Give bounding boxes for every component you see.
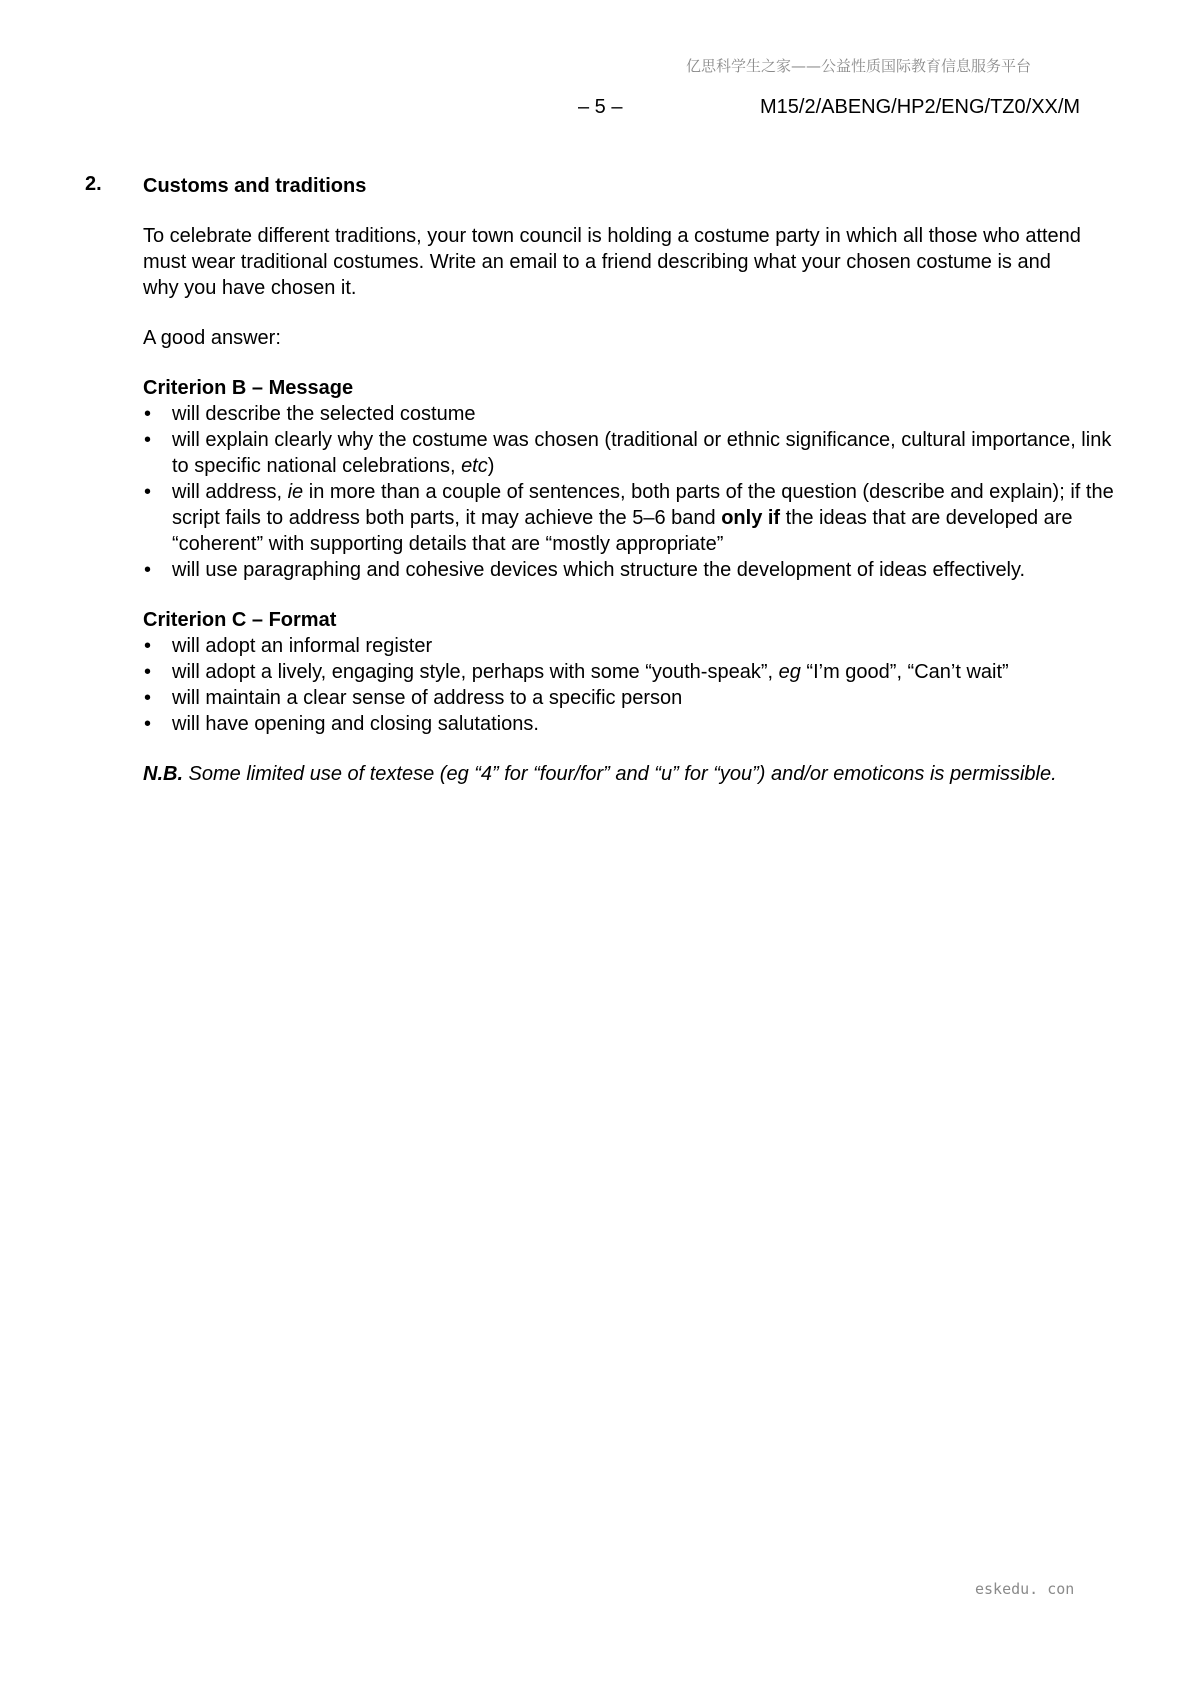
criterion-c-heading: Criterion C – Format — [143, 609, 337, 631]
criterion-c-item-4-text: will have opening and closing salutations. — [172, 713, 539, 735]
question-title: Customs and traditions — [143, 175, 367, 197]
criterion-b-item-4 — [143, 557, 1128, 583]
criterion-b-item-4-text: will use paragraphing and cohesive devices which structure the development of ideas effectively. — [172, 559, 1026, 581]
note-label: N.B. — [143, 763, 183, 785]
answer-intro: A good answer: — [143, 327, 281, 349]
criterion-c-item-4 — [143, 711, 1128, 737]
criterion-b-item-2-text: will explain clearly why the costume was chosen (traditional or ethnic significance, cultural importance, link to specific national celebrations, — [172, 429, 1112, 477]
question-prompt: To celebrate different traditions, your town council is holding a costume party in which all those who attend must wear traditional costumes. Write an email to a friend describing what your chosen costume is and why you have chosen it. — [143, 225, 1081, 299]
criterion-c-item-2 — [143, 659, 1128, 685]
question-content — [143, 173, 1128, 811]
criterion-b-list — [143, 401, 1128, 583]
watermark-top: 亿思科学生之家——公益性质国际教育信息服务平台 — [686, 57, 1032, 75]
criterion-b-item-1 — [143, 401, 1128, 427]
criterion-c-item-1 — [143, 633, 1128, 659]
criterion-b-item-3-part1: will address, — [172, 481, 288, 503]
criterion-b-heading: Criterion B – Message — [143, 377, 354, 399]
criterion-b-item-2-etc: etc — [461, 455, 488, 477]
note-block — [143, 761, 1083, 787]
criterion-c-item-1-text: will adopt an informal register — [172, 635, 433, 657]
criterion-b-item-3-ie: ie — [287, 481, 304, 503]
criterion-b-item-3 — [143, 479, 1128, 557]
page-number: – 5 – — [578, 96, 623, 118]
criterion-c-item-3 — [143, 685, 1128, 711]
criterion-b-item-2-close: ) — [487, 455, 495, 477]
note-text: Some limited use of textese (eg “4” for “four/for” and “u” for “you”) and/or emoticons is permissible. — [183, 763, 1057, 785]
criterion-b-item-2 — [143, 427, 1128, 479]
criterion-b-item-1-text: will describe the selected costume — [172, 403, 476, 425]
criterion-c-item-2-part1: will adopt a lively, engaging style, perhaps with some “youth-speak”, — [172, 661, 779, 683]
paper-code: M15/2/ABENG/HP2/ENG/TZ0/XX/M — [760, 96, 1081, 118]
criterion-b-item-3-part3: the ideas that are developed are “coherent” with supporting details that are “mostly appropriate” — [172, 507, 1073, 555]
watermark-bottom: eskedu. con — [975, 1580, 1075, 1598]
question-number: 2. — [85, 173, 102, 195]
criterion-b-item-3-bold: only if — [721, 507, 781, 529]
criterion-c-item-2-part2: “I’m good”, “Can’t wait” — [800, 661, 1009, 683]
criterion-c-item-2-eg: eg — [778, 661, 801, 683]
criterion-c-item-3-text: will maintain a clear sense of address to a specific person — [172, 687, 683, 709]
criterion-c-list — [143, 633, 1128, 737]
criterion-b-item-3-part2: in more than a couple of sentences, both parts of the question (describe and explain); if the script fails to address both parts, it may achieve the 5–6 band — [172, 481, 1114, 529]
